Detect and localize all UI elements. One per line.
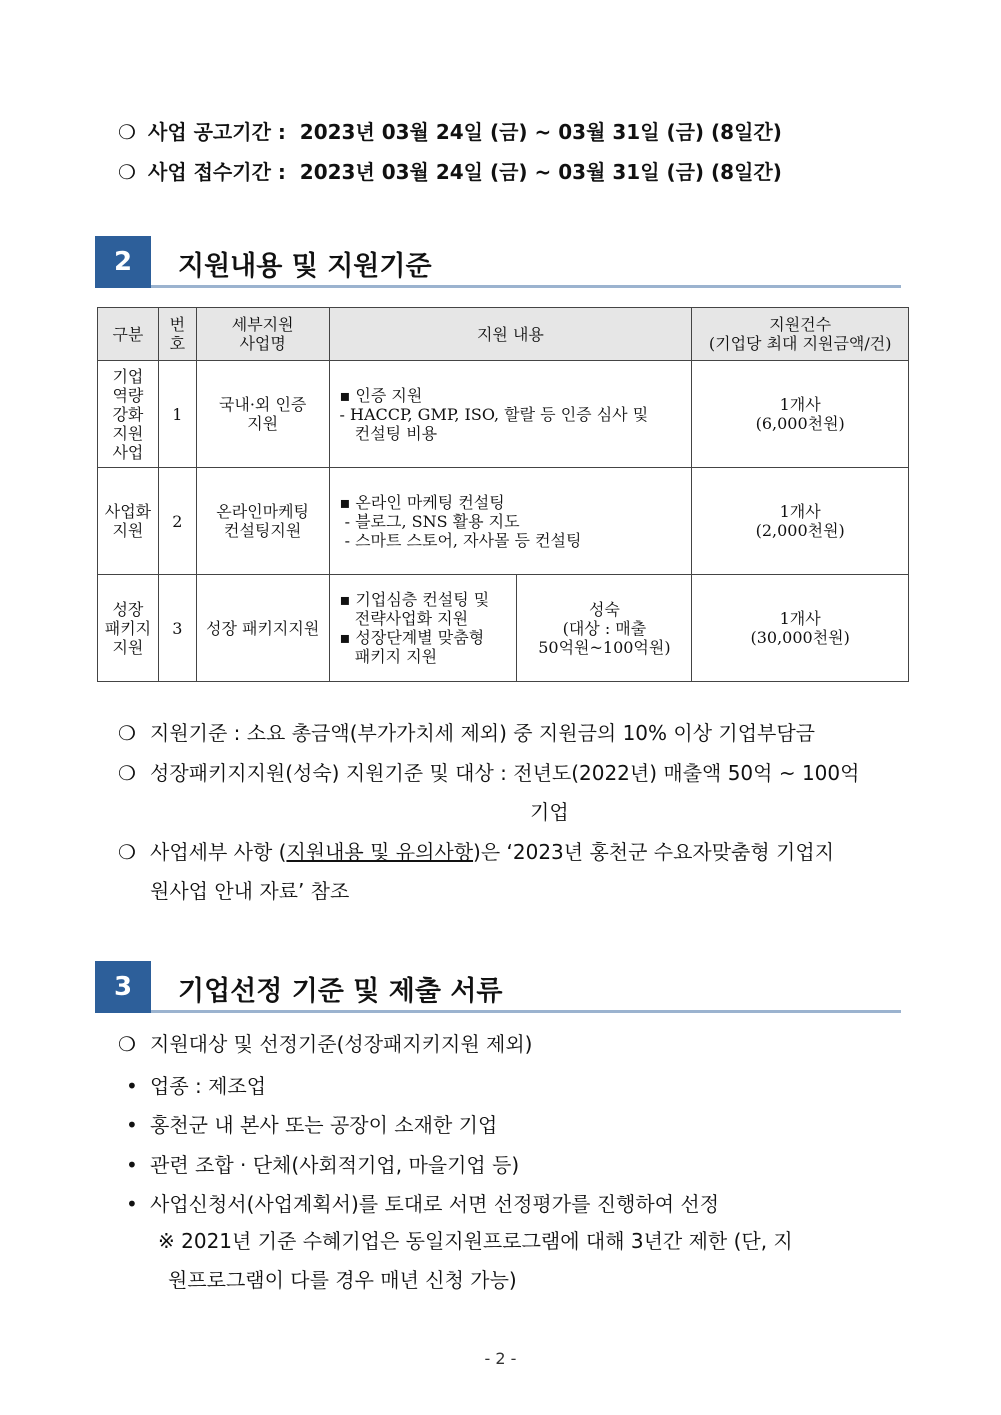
criteria-line-1: ❍ 지원기준 : 소요 총금액(부가가치세 제외) 중 지원금의 10% 이상 기업부담금 (118, 721, 815, 745)
support-table (97, 307, 909, 682)
circle-bullet-icon: ❍ (118, 761, 136, 785)
section-rule (151, 1010, 901, 1013)
cell-content: ▪ 기업심층 컨설팅 및 전략사업화 지원 ▪ 성장단계별 맞춤형 패키지 지원 (329, 575, 517, 682)
announce-value: 2023년 03월 24일 (금) ~ 03월 31일 (금) (8일간) (299, 120, 782, 144)
page-number: - 2 - (484, 1349, 517, 1368)
header-amount: 지원건수 (기업당 최대 지원금액/건) (692, 308, 909, 361)
cell-category: 사업화 지원 (98, 468, 159, 575)
table-header-row (98, 308, 909, 361)
section-title: 기업선정 기준 및 제출 서류 (178, 976, 503, 1007)
table-row (98, 575, 909, 682)
selection-note: ※ 2021년 기준 수혜기업은 동일지원프로그램에 대해 3년간 제한 (단, 지 (158, 1229, 793, 1253)
receipt-period (118, 156, 782, 185)
header-category: 구분 (98, 308, 159, 361)
dot-bullet-icon: • (126, 1074, 138, 1098)
dot-bullet-icon: • (126, 1192, 138, 1216)
criteria-line-2-cont: 기업 (530, 800, 569, 824)
cell-program: 성장 패키지지원 (196, 575, 329, 682)
cell-content: ▪ 인증 지원 - HACCP, GMP, ISO, 할랄 등 인증 심사 및 컨설팅 비용 (329, 361, 692, 468)
announce-period (118, 116, 782, 145)
circle-bullet-icon: ❍ (118, 721, 136, 745)
cell-number: 3 (158, 575, 196, 682)
list-item: • 관련 조합 · 단체(사회적기업, 마을기업 등) (126, 1153, 520, 1177)
cell-program: 국내·외 인증 지원 (196, 361, 329, 468)
header-content: 지원 내용 (329, 308, 692, 361)
receipt-value: 2023년 03월 24일 (금) ~ 03월 31일 (금) (8일간) (299, 160, 782, 184)
criteria-line-3-cont: 원사업 안내 자료’ 참조 (150, 879, 350, 903)
section-title: 지원내용 및 지원기준 (178, 251, 432, 282)
receipt-label: 사업 접수기간 : (148, 160, 286, 184)
table-row (98, 468, 909, 575)
criteria-line-3: ❍ 사업세부 사항 (지원내용 및 유의사항)은 ‘2023년 홍천군 수요자맞춤형 기업지 (118, 840, 835, 864)
dot-bullet-icon: • (126, 1113, 138, 1137)
cell-number: 2 (158, 468, 196, 575)
section-number: 3 (95, 961, 151, 1013)
table-row (98, 361, 909, 468)
selection-intro: ❍ 지원대상 및 선정기준(성장패지키지원 제외) (118, 1032, 533, 1056)
announce-label: 사업 공고기간 : (148, 120, 286, 144)
header-program: 세부지원 사업명 (196, 308, 329, 361)
criteria-line-2: ❍ 성장패키지지원(성숙) 지원기준 및 대상 : 전년도(2022년) 매출액 50억 ~ 100억 (118, 761, 860, 785)
section-number: 2 (95, 236, 151, 288)
cell-category: 기업 역량 강화 지원 사업 (98, 361, 159, 468)
cell-amount: 1개사 (2,000천원) (692, 468, 909, 575)
list-item: • 업종 : 제조업 (126, 1074, 267, 1098)
cell-target: 성숙 (대상 : 매출 50억원~100억원) (517, 575, 692, 682)
selection-note-cont: 원프로그램이 다를 경우 매년 신청 가능) (168, 1268, 517, 1292)
header-number: 번 호 (158, 308, 196, 361)
cell-program: 온라인마케팅 컨설팅지원 (196, 468, 329, 575)
circle-bullet-icon: ❍ (118, 840, 136, 864)
list-item: • 홍천군 내 본사 또는 공장이 소재한 기업 (126, 1113, 498, 1137)
circle-bullet-icon: ❍ (118, 120, 136, 144)
cell-category: 성장 패키지 지원 (98, 575, 159, 682)
circle-bullet-icon: ❍ (118, 1032, 136, 1056)
cell-content: ▪ 온라인 마케팅 컨설팅 - 블로그, SNS 활용 지도 - 스마트 스토어, 자사몰 등 컨설팅 (329, 468, 692, 575)
section-3-header (95, 961, 901, 1013)
dot-bullet-icon: • (126, 1153, 138, 1177)
underlined-text: 지원내용 및 유의사항 (286, 840, 474, 864)
circle-bullet-icon: ❍ (118, 160, 136, 184)
cell-number: 1 (158, 361, 196, 468)
section-rule (151, 285, 901, 288)
section-2-header (95, 236, 901, 288)
cell-amount: 1개사 (6,000천원) (692, 361, 909, 468)
list-item: • 사업신청서(사업계획서)를 토대로 서면 선정평가를 진행하여 선정 (126, 1192, 720, 1216)
cell-amount: 1개사 (30,000천원) (692, 575, 909, 682)
